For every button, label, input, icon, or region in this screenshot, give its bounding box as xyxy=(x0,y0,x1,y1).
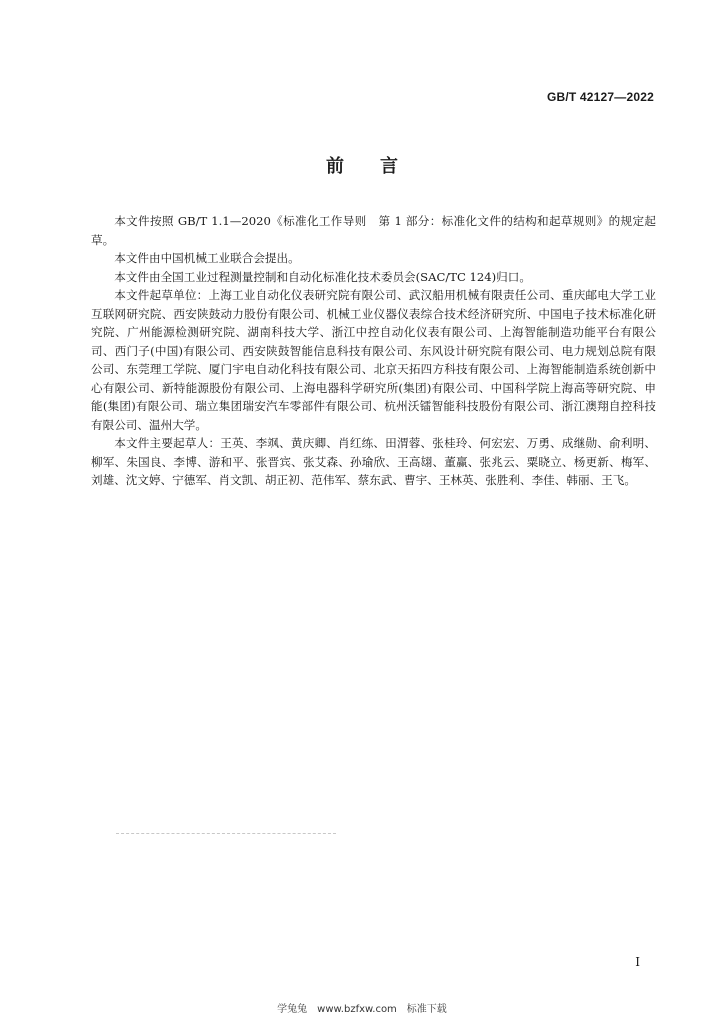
standard-number: GB/T 42127—2022 xyxy=(546,90,654,104)
paragraph-proposer: 本文件由中国机械工业联合会提出。 xyxy=(114,251,300,265)
page-title: 前言 xyxy=(326,156,434,177)
paragraph-committee: 本文件由全国工业过程测量控制和自动化标准化技术委员会(SAC/TC 124)归口。 xyxy=(114,269,531,284)
page-number: I xyxy=(635,955,640,969)
paragraph-drafting-rule: 本文件按照 GB/T 1.1—2020《标准化工作导则 第 1 部分：标准化文件的结构和起草规则》的规定起草。 xyxy=(91,214,656,247)
foreword-body xyxy=(91,212,656,490)
paragraph-drafters: 本文件主要起草人：王英、李飒、黄庆卿、肖红练、田渭蓉、张桂玲、何宏宏、万勇、成继勋、俞利明、柳军、朱国良、李博、游和平、张晋宾、张艾森、孙瑜欣、王高翃、董赢、张兆云、粟晓立、杨更新、梅军、刘雄、沈文婷、宁德军、肖文凯、胡正初、范伟军、蔡东武、曹宇、王林英、张胜利、李佳、韩丽、王飞。 xyxy=(91,436,656,487)
paragraph-drafting-units: 本文件起草单位：上海工业自动化仪表研究院有限公司、武汉船用机械有限责任公司、重庆邮电大学工业互联网研究院、西安陕鼓动力股份有限公司、机械工业仪器仪表综合技术经济研究所、中国电子技术标准化研究院、广州能源检测研究院、湖南科技大学、浙江中控自动化仪表有限公司、上海智能制造功能平台有限公司、西门子(中国)有限公司、西安陕鼓智能信息科技有限公司、东风设计研究院有限公司、电力规划总院有限公司、东莞理工学院、厦门宇电自动化科技有限公司、北京天拓四方科技有限公司、上海智能制造系统创新中心有限公司、新特能源股份有限公司、上海电器科学研究所(集团)有限公司、中国科学院上海高等研究院、申能(集团)有限公司、瑞立集团瑞安汽车零部件有限公司、杭州沃镭智能科技股份有限公司、浙江澳翔自控科技有限公司、温州大学。 xyxy=(91,288,656,432)
scan-artifact-line xyxy=(116,833,336,834)
footer-watermark: 学兔兔 www.bzfxw.com 标准下载 xyxy=(277,1004,447,1015)
